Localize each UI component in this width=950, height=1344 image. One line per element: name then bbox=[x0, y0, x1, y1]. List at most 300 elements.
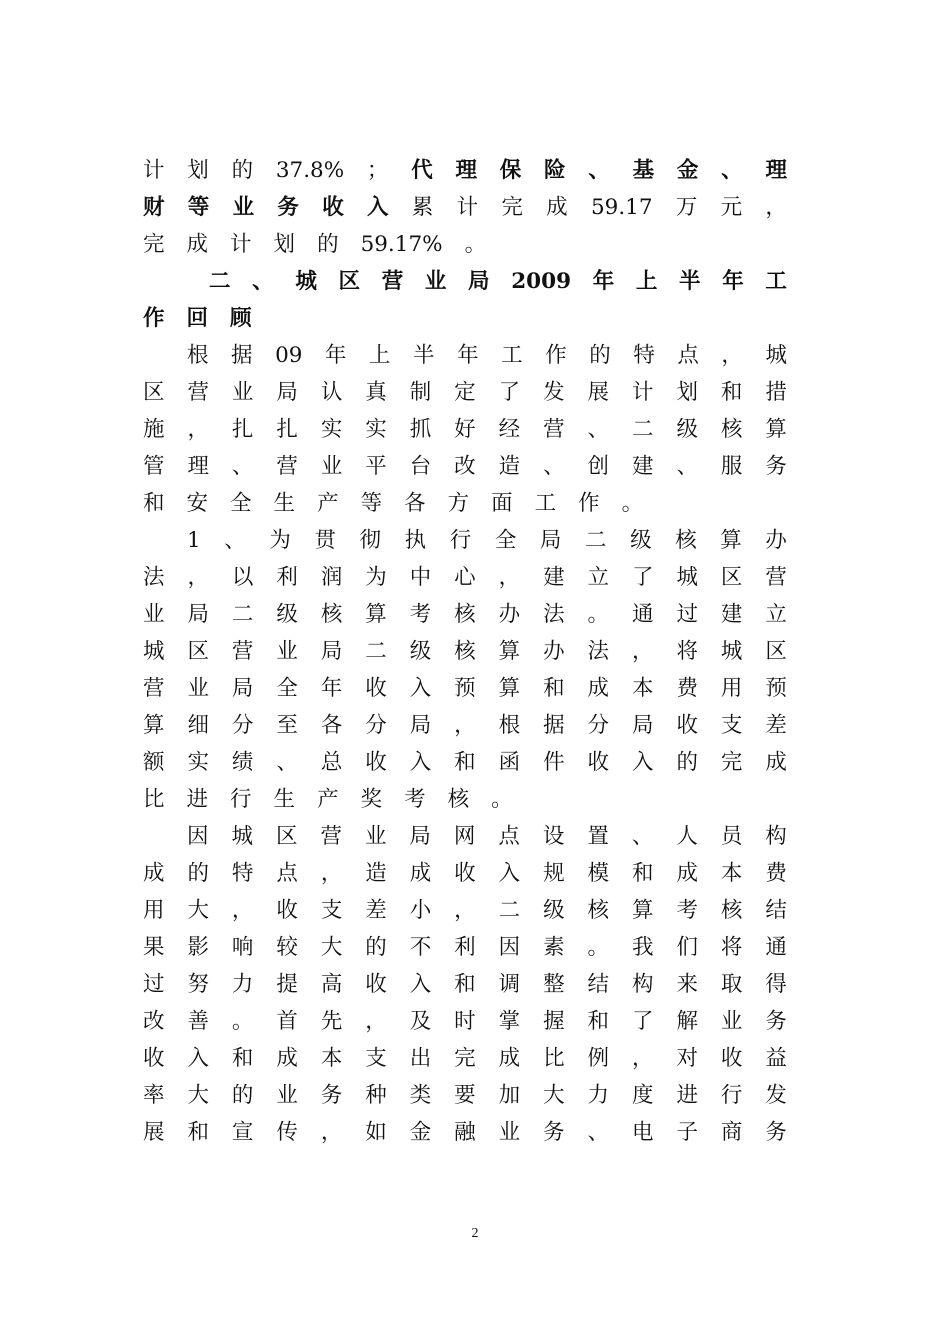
text-glyph: 收 bbox=[676, 713, 698, 738]
text-glyph: 执 bbox=[404, 528, 427, 553]
text-glyph: 因 bbox=[498, 935, 521, 960]
text-glyph: 支 bbox=[720, 713, 743, 738]
text-glyph: 业 bbox=[187, 676, 209, 701]
text-glyph: 本 bbox=[320, 1046, 343, 1071]
text-glyph: 二 bbox=[585, 528, 607, 553]
text-glyph: 核 bbox=[720, 417, 743, 442]
text-glyph: 种 bbox=[365, 1083, 387, 1108]
text-glyph: 例 bbox=[587, 1046, 610, 1071]
text-glyph: 成 bbox=[409, 861, 432, 886]
text-glyph: 入 bbox=[366, 195, 389, 220]
text-glyph: ， bbox=[721, 343, 743, 368]
text-glyph: 利 bbox=[276, 565, 298, 590]
text-glyph: 业 bbox=[276, 639, 298, 664]
text-line bbox=[143, 1077, 787, 1114]
text-glyph: 构 bbox=[765, 824, 787, 849]
text-glyph: 工 bbox=[534, 491, 557, 516]
text-glyph: 算 bbox=[631, 898, 654, 923]
text-glyph: 营 bbox=[143, 676, 165, 701]
text-glyph: 考 bbox=[676, 898, 698, 923]
text-glyph: 行 bbox=[230, 787, 252, 812]
text-glyph: 和 bbox=[143, 491, 165, 516]
text-glyph: 得 bbox=[765, 972, 787, 997]
text-glyph: 区 bbox=[765, 639, 787, 664]
text-glyph: 划 bbox=[273, 232, 296, 257]
text-line bbox=[143, 226, 787, 263]
text-glyph: 和 bbox=[631, 861, 654, 886]
text-glyph: 作 bbox=[578, 491, 600, 516]
text-glyph: 制 bbox=[409, 380, 432, 405]
text-glyph: 实 bbox=[365, 417, 387, 442]
text-glyph: 件 bbox=[543, 750, 565, 775]
text-glyph: 响 bbox=[231, 935, 254, 960]
text-glyph: 结 bbox=[587, 972, 610, 997]
text-glyph: 工 bbox=[765, 269, 787, 294]
text-glyph: ， bbox=[231, 898, 254, 923]
text-glyph: 分 bbox=[587, 713, 610, 738]
text-glyph: 了 bbox=[498, 380, 521, 405]
text-glyph: 局 bbox=[409, 713, 432, 738]
text-glyph: 据 bbox=[231, 343, 253, 368]
text-glyph: 营 bbox=[231, 639, 254, 664]
text-glyph: 、 bbox=[631, 824, 654, 849]
text-glyph: 建 bbox=[720, 602, 743, 627]
text-glyph: 预 bbox=[765, 676, 787, 701]
text-glyph: 展 bbox=[587, 380, 610, 405]
text-glyph: 好 bbox=[454, 417, 476, 442]
text-glyph: 设 bbox=[542, 824, 565, 849]
text-glyph: 定 bbox=[454, 380, 476, 405]
text-glyph: 大 bbox=[187, 898, 209, 923]
text-glyph: 成 bbox=[546, 195, 568, 220]
text-glyph: 入 bbox=[187, 1046, 209, 1071]
text-glyph: 。 bbox=[231, 1009, 254, 1034]
text-glyph: 城 bbox=[676, 565, 698, 590]
text-glyph: 考 bbox=[409, 602, 432, 627]
text-glyph: 置 bbox=[587, 824, 609, 849]
text-glyph: 局 bbox=[231, 676, 254, 701]
text-glyph: 理 bbox=[455, 158, 477, 183]
text-glyph: 了 bbox=[631, 1009, 654, 1034]
text-glyph: 营 bbox=[276, 454, 298, 479]
text-glyph: 子 bbox=[676, 1120, 698, 1145]
text-glyph: 因 bbox=[187, 824, 209, 849]
text-glyph: 财 bbox=[143, 195, 165, 220]
text-glyph: 润 bbox=[320, 565, 343, 590]
text-glyph: 类 bbox=[409, 1083, 432, 1108]
text-glyph: 绩 bbox=[231, 750, 254, 775]
text-glyph: 成 bbox=[498, 1046, 521, 1071]
text-glyph: 区 bbox=[338, 269, 361, 294]
text-glyph: 营 bbox=[543, 417, 565, 442]
text-glyph: 金 bbox=[676, 158, 699, 183]
text-glyph: 支 bbox=[320, 898, 343, 923]
text-glyph: 半 bbox=[413, 343, 435, 368]
text-glyph: 。 bbox=[587, 935, 610, 960]
text-glyph: 业 bbox=[720, 1009, 743, 1034]
text-glyph: 、 bbox=[587, 417, 610, 442]
text-line bbox=[143, 263, 787, 300]
text-glyph: 营 bbox=[765, 565, 787, 590]
text-glyph: 金 bbox=[409, 1120, 432, 1145]
text-glyph: 局 bbox=[409, 824, 431, 849]
text-glyph: 全 bbox=[230, 491, 252, 516]
text-glyph: 展 bbox=[143, 1120, 165, 1145]
text-glyph: 务 bbox=[277, 195, 299, 220]
text-glyph: 管 bbox=[143, 454, 165, 479]
text-line bbox=[143, 1003, 787, 1040]
text-glyph: 级 bbox=[543, 898, 565, 923]
text-glyph: 计 bbox=[143, 158, 165, 183]
text-glyph: ； bbox=[366, 158, 389, 183]
text-glyph: 、 bbox=[721, 158, 743, 183]
text-glyph: 入 bbox=[409, 676, 432, 701]
text-glyph: ， bbox=[631, 639, 654, 664]
text-glyph: 收 bbox=[322, 195, 344, 220]
text-glyph: 万 bbox=[675, 195, 698, 220]
text-glyph: 法 bbox=[543, 602, 565, 627]
text-glyph: 、 bbox=[276, 750, 298, 775]
text-glyph: 模 bbox=[587, 861, 610, 886]
text-glyph: 务 bbox=[765, 1009, 787, 1034]
text-glyph: 核 bbox=[720, 898, 743, 923]
text-glyph: 算 bbox=[765, 417, 787, 442]
text-glyph: 进 bbox=[676, 1083, 698, 1108]
text-glyph: 了 bbox=[631, 565, 654, 590]
text-glyph: 及 bbox=[409, 1009, 432, 1034]
text-glyph: 成 bbox=[276, 1046, 298, 1071]
text-glyph: 心 bbox=[454, 565, 476, 590]
text-glyph: 电 bbox=[631, 1120, 654, 1145]
text-line bbox=[143, 337, 787, 374]
text-glyph: 的 bbox=[676, 750, 698, 775]
text-glyph: 网 bbox=[453, 824, 476, 849]
text-glyph: 实 bbox=[320, 417, 343, 442]
text-glyph: 计 bbox=[631, 380, 654, 405]
text-glyph: ， bbox=[498, 565, 521, 590]
text-glyph: ， bbox=[631, 1046, 654, 1071]
text-glyph: 成 bbox=[765, 750, 787, 775]
text-glyph: 业 bbox=[143, 602, 165, 627]
text-glyph: 务 bbox=[320, 1083, 343, 1108]
text-glyph: 级 bbox=[630, 528, 652, 553]
text-glyph: 营 bbox=[187, 380, 209, 405]
text-glyph: 成 bbox=[186, 232, 209, 257]
text-line bbox=[143, 522, 787, 559]
text-glyph: 回 bbox=[186, 306, 209, 331]
text-glyph: 上 bbox=[635, 269, 658, 294]
text-glyph: 成 bbox=[587, 676, 610, 701]
text-glyph: 办 bbox=[498, 602, 521, 627]
text-line bbox=[143, 1040, 787, 1077]
text-glyph: 局 bbox=[468, 269, 490, 294]
text-glyph: 级 bbox=[409, 639, 432, 664]
text-glyph: 顾 bbox=[230, 306, 252, 331]
text-glyph: 平 bbox=[365, 454, 387, 479]
text-glyph: 立 bbox=[765, 602, 787, 627]
text-glyph: 累 bbox=[411, 195, 434, 220]
text-glyph: 局 bbox=[187, 602, 209, 627]
text-glyph: 发 bbox=[765, 1083, 787, 1108]
text-glyph: 计 bbox=[230, 232, 252, 257]
text-glyph: 奖 bbox=[360, 787, 383, 812]
text-glyph: 商 bbox=[720, 1120, 743, 1145]
text-glyph: 核 bbox=[587, 898, 610, 923]
text-glyph: 比 bbox=[143, 787, 165, 812]
text-glyph: 划 bbox=[187, 158, 209, 183]
text-glyph: 、 bbox=[231, 454, 254, 479]
text-glyph: 抓 bbox=[409, 417, 432, 442]
text-line bbox=[143, 189, 787, 226]
text-glyph: 力 bbox=[587, 1083, 610, 1108]
text-glyph: 要 bbox=[454, 1083, 476, 1108]
text-glyph: 小 bbox=[409, 898, 432, 923]
text-glyph: 通 bbox=[631, 602, 654, 627]
text-glyph: 分 bbox=[365, 713, 387, 738]
text-glyph: 安 bbox=[186, 491, 209, 516]
text-glyph: 元 bbox=[720, 195, 743, 220]
text-glyph: 和 bbox=[543, 676, 565, 701]
text-glyph: 宣 bbox=[231, 1120, 254, 1145]
text-glyph: 。 bbox=[587, 602, 610, 627]
text-glyph: ， bbox=[187, 417, 209, 442]
text-glyph: 细 bbox=[187, 713, 209, 738]
text-glyph: 、 bbox=[543, 454, 565, 479]
text-glyph: 工 bbox=[501, 343, 523, 368]
text-glyph: 收 bbox=[365, 972, 387, 997]
text-glyph: 。 bbox=[464, 232, 487, 257]
text-glyph: 函 bbox=[498, 750, 521, 775]
text-glyph: 扎 bbox=[276, 417, 298, 442]
text-glyph: 年 bbox=[324, 343, 347, 368]
text-glyph: 过 bbox=[676, 602, 698, 627]
text-glyph: 业 bbox=[320, 454, 343, 479]
text-glyph: 改 bbox=[454, 454, 476, 479]
text-glyph: 掌 bbox=[498, 1009, 521, 1034]
text-glyph: 据 bbox=[543, 713, 565, 738]
text-glyph: 解 bbox=[676, 1009, 698, 1034]
text-glyph: 业 bbox=[231, 380, 254, 405]
text-glyph: 根 bbox=[187, 343, 209, 368]
text-line bbox=[143, 744, 787, 781]
text-glyph: 年 bbox=[457, 343, 479, 368]
text-glyph: 收 bbox=[365, 676, 387, 701]
text-glyph: 认 bbox=[320, 380, 343, 405]
text-glyph: 将 bbox=[676, 639, 698, 664]
text-glyph: 大 bbox=[320, 935, 343, 960]
text-glyph: 完 bbox=[501, 195, 523, 220]
text-glyph: 影 bbox=[187, 935, 209, 960]
text-line bbox=[143, 855, 787, 892]
text-glyph: 区 bbox=[143, 380, 165, 405]
text-glyph: 局 bbox=[539, 528, 562, 553]
text-glyph: 建 bbox=[631, 454, 654, 479]
text-line bbox=[143, 485, 787, 522]
text-glyph: 算 bbox=[720, 528, 742, 553]
text-glyph: 城 bbox=[143, 639, 165, 664]
text-glyph: 年 bbox=[320, 676, 343, 701]
text-glyph: 特 bbox=[633, 343, 655, 368]
text-glyph: 营 bbox=[320, 824, 342, 849]
text-glyph: ， bbox=[365, 1009, 387, 1034]
text-glyph: 各 bbox=[404, 491, 426, 516]
text-line bbox=[143, 1114, 787, 1151]
text-glyph: 造 bbox=[365, 861, 387, 886]
text-glyph: 出 bbox=[409, 1046, 432, 1071]
text-glyph: 营 bbox=[381, 269, 404, 294]
text-glyph: 经 bbox=[498, 417, 521, 442]
text-glyph: 59.17 bbox=[590, 195, 653, 220]
text-glyph: 代 bbox=[411, 158, 433, 183]
text-glyph: 办 bbox=[765, 528, 787, 553]
text-glyph: 核 bbox=[675, 528, 697, 553]
text-glyph: 不 bbox=[409, 935, 432, 960]
text-glyph: 09 bbox=[275, 343, 303, 368]
text-glyph: 收 bbox=[143, 1046, 165, 1071]
text-glyph: 、 bbox=[588, 158, 610, 183]
text-glyph: 传 bbox=[276, 1120, 298, 1145]
text-line bbox=[143, 411, 787, 448]
text-glyph: 法 bbox=[587, 639, 610, 664]
text-glyph: 大 bbox=[543, 1083, 565, 1108]
text-glyph: 特 bbox=[231, 861, 254, 886]
text-glyph: 进 bbox=[186, 787, 209, 812]
text-glyph: 保 bbox=[499, 158, 522, 183]
text-glyph: 根 bbox=[498, 713, 521, 738]
text-glyph: 、 bbox=[224, 528, 246, 553]
page-number: 2 bbox=[471, 1226, 479, 1241]
text-glyph: 半 bbox=[679, 269, 701, 294]
text-glyph: 务 bbox=[543, 1120, 565, 1145]
text-glyph: 。 bbox=[491, 787, 513, 812]
text-glyph: 入 bbox=[409, 750, 432, 775]
text-glyph: 措 bbox=[765, 380, 787, 405]
text-glyph: 和 bbox=[454, 972, 476, 997]
text-glyph: 务 bbox=[765, 454, 787, 479]
text-glyph: 我 bbox=[631, 935, 654, 960]
text-glyph: 局 bbox=[631, 713, 654, 738]
text-glyph: 的 bbox=[365, 935, 387, 960]
text-glyph: 差 bbox=[765, 713, 787, 738]
body-text bbox=[143, 152, 787, 1151]
text-glyph: 局 bbox=[276, 380, 298, 405]
text-glyph: 收 bbox=[365, 750, 387, 775]
text-glyph: 核 bbox=[447, 787, 470, 812]
text-line bbox=[143, 152, 787, 189]
text-glyph: 和 bbox=[720, 380, 743, 405]
text-glyph: 二 bbox=[209, 269, 231, 294]
text-glyph: 比 bbox=[543, 1046, 565, 1071]
text-glyph: 较 bbox=[276, 935, 298, 960]
text-glyph: 算 bbox=[365, 602, 387, 627]
text-glyph: 贯 bbox=[314, 528, 336, 553]
text-glyph: 总 bbox=[320, 750, 343, 775]
text-glyph: 改 bbox=[143, 1009, 165, 1034]
text-glyph: 人 bbox=[676, 824, 698, 849]
text-glyph: 算 bbox=[498, 639, 521, 664]
text-glyph: 费 bbox=[765, 861, 787, 886]
text-glyph: 为 bbox=[365, 565, 387, 590]
text-glyph: 率 bbox=[143, 1083, 165, 1108]
text-line bbox=[143, 818, 787, 855]
text-glyph: 收 bbox=[454, 861, 476, 886]
text-line bbox=[143, 892, 787, 929]
text-glyph: 点 bbox=[677, 343, 699, 368]
text-glyph: 额 bbox=[143, 750, 165, 775]
text-glyph: 行 bbox=[449, 528, 472, 553]
text-glyph: 支 bbox=[365, 1046, 387, 1071]
text-glyph: 将 bbox=[720, 935, 743, 960]
text-glyph: 考 bbox=[404, 787, 426, 812]
text-glyph: 险 bbox=[544, 158, 566, 183]
text-glyph: 生 bbox=[273, 491, 296, 516]
text-glyph: 二 bbox=[231, 602, 254, 627]
text-glyph: 通 bbox=[765, 935, 787, 960]
text-line bbox=[143, 559, 787, 596]
text-glyph: 理 bbox=[765, 158, 787, 183]
text-glyph: 年 bbox=[592, 269, 615, 294]
text-glyph: 彻 bbox=[359, 528, 382, 553]
text-glyph: 城 bbox=[720, 639, 743, 664]
text-glyph: 算 bbox=[143, 713, 165, 738]
text-glyph: 点 bbox=[498, 824, 520, 849]
text-glyph: 入 bbox=[631, 750, 654, 775]
text-glyph: 二 bbox=[365, 639, 387, 664]
text-glyph: 算 bbox=[498, 676, 521, 701]
text-glyph: 整 bbox=[543, 972, 565, 997]
text-glyph: 成 bbox=[676, 861, 698, 886]
text-glyph: 作 bbox=[143, 306, 165, 331]
text-glyph: 全 bbox=[494, 528, 517, 553]
text-glyph: 城 bbox=[765, 343, 787, 368]
text-glyph: 核 bbox=[320, 602, 343, 627]
text-glyph: 如 bbox=[365, 1120, 387, 1145]
text-glyph: 区 bbox=[187, 639, 209, 664]
text-glyph: 过 bbox=[143, 972, 165, 997]
text-glyph: 至 bbox=[276, 713, 298, 738]
text-glyph: 业 bbox=[424, 269, 447, 294]
text-glyph: 点 bbox=[276, 861, 298, 886]
text-glyph: 2009 bbox=[511, 269, 572, 294]
text-glyph: 区 bbox=[275, 824, 298, 849]
text-glyph: 等 bbox=[360, 491, 383, 516]
text-glyph: 融 bbox=[454, 1120, 476, 1145]
text-line bbox=[143, 633, 787, 670]
text-glyph: 作 bbox=[545, 343, 567, 368]
text-glyph: 等 bbox=[187, 195, 210, 220]
text-glyph: 用 bbox=[720, 676, 743, 701]
text-glyph: 以 bbox=[231, 565, 254, 590]
text-glyph: 首 bbox=[276, 1009, 298, 1034]
text-line bbox=[143, 670, 787, 707]
text-glyph: 立 bbox=[587, 565, 610, 590]
text-glyph: 办 bbox=[543, 639, 565, 664]
text-glyph: 造 bbox=[498, 454, 521, 479]
text-glyph: 调 bbox=[498, 972, 521, 997]
text-glyph: 划 bbox=[676, 380, 698, 405]
text-glyph: 收 bbox=[720, 1046, 743, 1071]
text-glyph: 益 bbox=[765, 1046, 787, 1071]
text-glyph: 大 bbox=[187, 1083, 209, 1108]
text-glyph: ， bbox=[320, 1120, 343, 1145]
text-glyph: 和 bbox=[454, 750, 476, 775]
text-glyph: 上 bbox=[369, 343, 391, 368]
text-glyph: 核 bbox=[454, 602, 476, 627]
text-line bbox=[143, 374, 787, 411]
text-glyph: 的 bbox=[231, 1083, 254, 1108]
text-glyph: 施 bbox=[143, 417, 165, 442]
text-glyph: 收 bbox=[276, 898, 298, 923]
